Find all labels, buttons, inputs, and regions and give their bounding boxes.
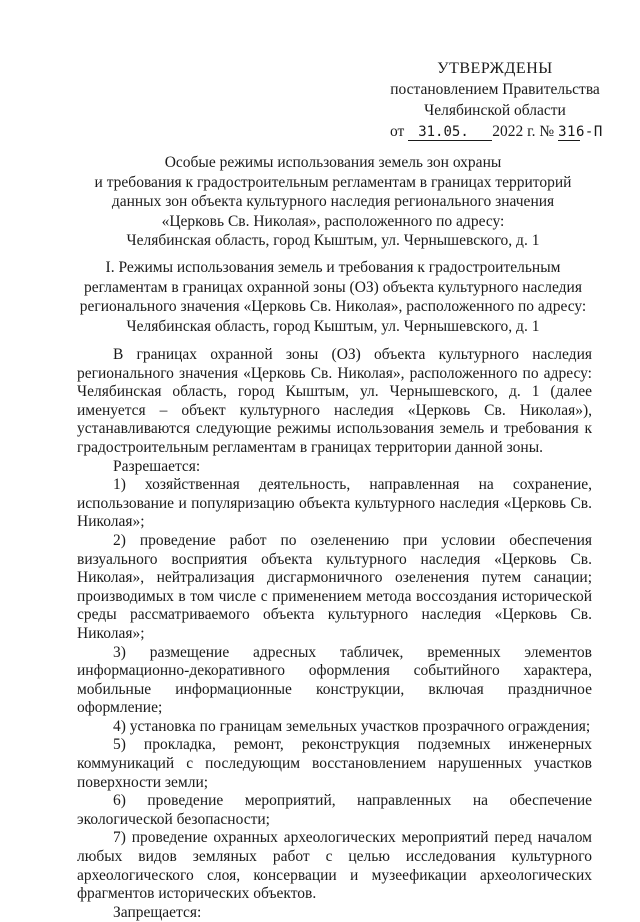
allowed-item-3: 3) размещение адресных табличек, временных элементов информационно-декоративного оформления событийного характера, мобильные информационные конструкции, включая праздничное оформление;	[77, 643, 592, 717]
section-heading	[66, 258, 600, 336]
allowed-item-5: 5) прокладка, ремонт, реконструкция подземных инженерных коммуникаций с последующим восстановлением нарушенных участков поверхности земли;	[77, 736, 592, 791]
handwritten-number: 316-П	[558, 124, 603, 140]
allowed-item-1: 1) хозяйственная деятельность, направленная на сохранение, использование и популяризацию объекта культурного наследия «Церковь Св. Николая»;	[77, 476, 592, 531]
intro-paragraph: В границах охранной зоны (ОЗ) объекта культурного наследия регионального значения «Церковь Св. Николая», расположенного по адресу: Челябинская область, город Кыштым, ул. Чернышевского, д. 1 (далее именуется – объект культурного наследия «Церковь Св. Николая»), устанавливаются следующие режимы использования земель и требования к градостроительным регламентам в границах территории данной зоны.	[77, 346, 592, 456]
allowed-item-2: 2) проведение работ по озеленению при условии обеспечения визуального восприятия объекта культурного наследия «Церковь Св. Николая», нейтрализация дисгармоничного озеленения путем санации; производимых в том числе с применением метода воссоздания исторической среды рассматриваемого объекта культурного наследия «Церковь Св. Николая»;	[77, 531, 592, 642]
title-line: «Церковь Св. Николая», расположенного по адресу:	[161, 212, 505, 230]
approval-heading: УТВЕРЖДЕНЫ	[437, 60, 553, 77]
allowed-item-6: 6) проведение мероприятий, направленных на обеспечение экологической безопасности;	[77, 792, 592, 828]
year-number-label: 2022 г. №	[492, 123, 555, 140]
title-line: Челябинская область, город Кыштым, ул. Чернышевского, д. 1	[126, 232, 540, 249]
forbidden-heading: Запрещается:	[113, 903, 202, 921]
approval-stamp-block	[380, 58, 610, 142]
from-label: от	[390, 123, 405, 140]
title-line: и требования к градостроительным регламентам в границах территорий	[94, 173, 572, 191]
title-line: Особые режимы использования земель зон охраны	[164, 154, 502, 171]
approval-line-2: Челябинской области	[424, 102, 566, 119]
allowed-item-7: 7) проведение охранных археологических мероприятий перед началом любых видов земляных работ с целью исследования культурного археологического слоя, консервации и музеефикации археологических фрагментов исторических объектов.	[77, 829, 592, 903]
allowed-heading: Разрешается:	[113, 457, 201, 475]
allowed-item-4: 4) установка по границам земельных участков прозрачного ограждения;	[113, 717, 591, 735]
approval-line-1: постановлением Правительства	[390, 81, 600, 98]
handwritten-date: 31.05.	[408, 124, 492, 141]
title-line: данных зон объекта культурного наследия регионального значения	[111, 193, 555, 210]
section-line: Челябинская область, город Кыштым, ул. Чернышевского, д. 1	[126, 317, 540, 335]
document-title	[66, 153, 600, 251]
section-line: регламентам в границах охранной зоны (ОЗ) объекта культурного наследия	[84, 278, 582, 296]
approval-date-line	[380, 121, 610, 142]
document-body	[77, 346, 592, 922]
section-line: I. Режимы использования земель и требования к градостроительным	[105, 259, 561, 276]
section-line: регионального значения «Церковь Св. Николая», расположенного по адресу:	[79, 298, 587, 315]
